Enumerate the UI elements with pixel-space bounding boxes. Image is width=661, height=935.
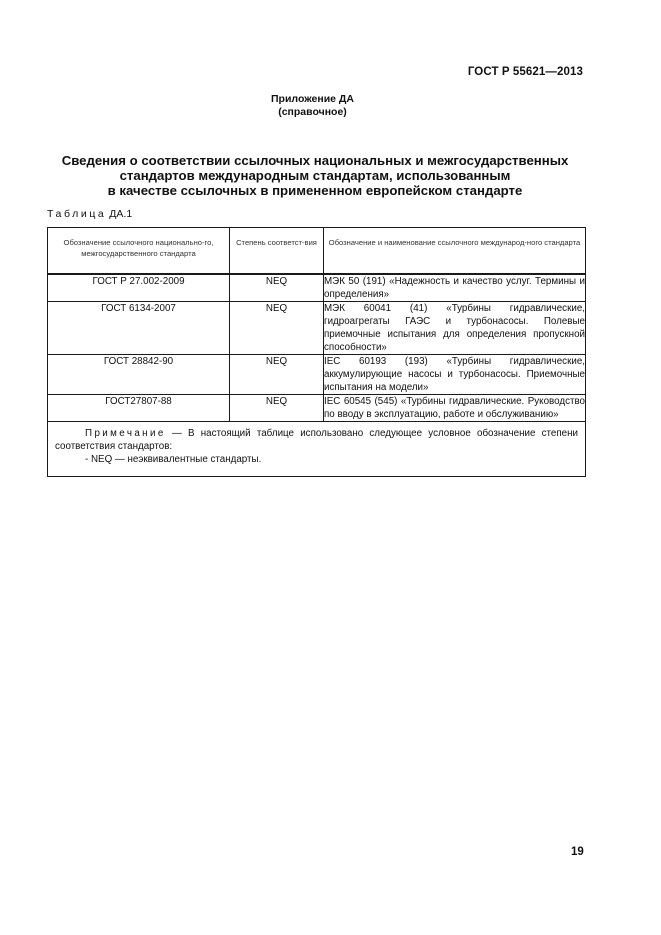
table-row bbox=[48, 274, 586, 302]
correspondence-table bbox=[47, 227, 586, 477]
note-text: — В настоящий таблице использовано следующее условное обозначение степени соответствия стандартов: bbox=[55, 428, 578, 452]
table-row bbox=[48, 355, 586, 395]
table-caption bbox=[47, 208, 132, 220]
degree-cell: NEQ bbox=[230, 274, 324, 302]
column-header-national-standard: Обозначение ссылочного национально-го, межгосударственного стандарта bbox=[48, 228, 230, 275]
table-note-row bbox=[48, 422, 586, 477]
column-header-degree: Степень соответст-вия bbox=[230, 228, 324, 275]
page-title bbox=[20, 153, 610, 198]
appendix-heading bbox=[0, 93, 625, 119]
international-standard-cell: IEC 60545 (545) «Турбины гидравлические. Руководство по вводу в эксплуатацию, работе и обслуживанию» bbox=[324, 396, 585, 420]
appendix-title: Приложение ДА bbox=[271, 93, 354, 105]
note-list-item: - NEQ — неэквивалентные стандарты. bbox=[85, 454, 262, 465]
table-caption-label: Таблица bbox=[47, 208, 107, 220]
table-row bbox=[48, 395, 586, 422]
national-standard-cell: ГОСТ 28842-90 bbox=[48, 355, 230, 395]
degree-cell: NEQ bbox=[230, 302, 324, 355]
note-label: Примечание bbox=[85, 428, 166, 439]
degree-cell: NEQ bbox=[230, 355, 324, 395]
national-standard-cell: ГОСТ27807-88 bbox=[48, 395, 230, 422]
table-caption-number: ДА.1 bbox=[109, 208, 133, 220]
international-standard-cell: МЭК 50 (191) «Надежность и качество услуг. Термины и определения» bbox=[324, 276, 585, 300]
title-line: в качестве ссылочных в примененном европейском стандарте bbox=[107, 183, 523, 198]
note-paragraph bbox=[55, 427, 578, 453]
appendix-subtitle: (справочное) bbox=[278, 106, 347, 118]
international-standard-cell: МЭК 60041 (41) «Турбины гидравлические, гидроагрегаты ГАЭС и турбонасосы. Полевые приемочные испытания для определения пропускной способности» bbox=[324, 303, 585, 353]
international-standard-cell: IEC 60193 (193) «Турбины гидравлические, аккумулирующие насосы и турбонасосы. Приемочные испытания на модели» bbox=[324, 356, 585, 393]
title-line: стандартов международным стандартам, использованным bbox=[119, 168, 511, 183]
document-code: ГОСТ Р 55621—2013 bbox=[467, 66, 583, 78]
national-standard-cell: ГОСТ Р 27.002-2009 bbox=[48, 274, 230, 302]
table-row bbox=[48, 302, 586, 355]
table-header-row bbox=[48, 228, 586, 275]
column-header-international-standard: Обозначение и наименование ссылочного международ-ного стандарта bbox=[324, 228, 586, 275]
table-note bbox=[48, 422, 586, 477]
page-number: 19 bbox=[571, 846, 584, 858]
national-standard-cell: ГОСТ 6134-2007 bbox=[48, 302, 230, 355]
title-line: Сведения о соответствии ссылочных национальных и межгосударственных bbox=[61, 153, 569, 168]
degree-cell: NEQ bbox=[230, 395, 324, 422]
